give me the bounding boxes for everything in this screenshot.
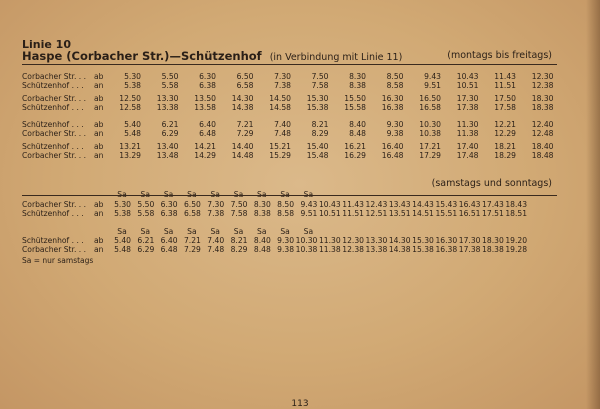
- departure-time: 6.21: [161, 120, 179, 129]
- departure-time: 18.30: [482, 236, 504, 245]
- departure-time: 6.40: [199, 120, 216, 129]
- departure-time: 7.38: [207, 209, 225, 218]
- departure-time: 7.21: [183, 236, 201, 245]
- departure-time: 10.51: [318, 209, 341, 218]
- timetable-row: [0, 81, 600, 91]
- station-name: Corbacher Str. . .: [22, 129, 87, 138]
- departure-time: 5.40: [114, 236, 131, 245]
- departure-time: 16.43: [458, 200, 481, 209]
- departure-time: 5.50: [137, 200, 155, 209]
- departure-time: 7.30: [207, 200, 225, 209]
- departure-time: 12.29: [494, 129, 516, 138]
- departure-time: 15.43: [435, 200, 458, 209]
- station-name: Schützenhof . . .: [22, 103, 84, 112]
- station-name: Corbacher Str. . .: [22, 72, 87, 81]
- departure-time: 15.30: [412, 236, 434, 245]
- direction-tag: ab: [94, 236, 104, 245]
- departure-time: 16.21: [344, 142, 366, 151]
- departure-time: 12.38: [342, 245, 364, 254]
- departure-time: 17.58: [494, 103, 516, 112]
- departure-time: 12.21: [494, 120, 516, 129]
- departure-time: 13.43: [388, 200, 411, 209]
- departure-time: 8.38: [349, 81, 366, 90]
- departure-time: 7.30: [274, 72, 291, 81]
- station-name: Schützenhof . . .: [22, 236, 84, 245]
- departure-time: 13.50: [194, 94, 216, 103]
- departure-time: 5.48: [124, 129, 141, 138]
- station-name: Corbacher Str. . .: [22, 200, 87, 209]
- departure-time: 6.38: [199, 81, 216, 90]
- departure-time: 18.40: [531, 142, 554, 151]
- departure-time: 8.48: [253, 245, 271, 254]
- departure-time: 16.38: [435, 245, 458, 254]
- departure-time: 15.38: [306, 103, 329, 112]
- departure-time: 17.51: [482, 209, 504, 218]
- departure-time: 5.38: [124, 81, 141, 90]
- departure-time: 5.58: [161, 81, 179, 90]
- direction-tag: ab: [94, 72, 104, 81]
- departure-time: 17.38: [456, 103, 479, 112]
- departure-time: 14.29: [194, 151, 216, 160]
- departure-time: 14.21: [194, 142, 216, 151]
- direction-tag: an: [94, 129, 104, 138]
- departure-time: 17.48: [456, 151, 479, 160]
- weekend-divider: [22, 195, 557, 196]
- departure-time: 8.50: [277, 200, 295, 209]
- departure-time: 12.38: [531, 81, 554, 90]
- departure-time: 7.40: [207, 236, 225, 245]
- departure-time: 16.40: [381, 142, 404, 151]
- departure-time: 7.58: [311, 81, 329, 90]
- departure-time: 6.48: [199, 129, 216, 138]
- departure-time: 11.43: [494, 72, 516, 81]
- departure-time: 11.30: [456, 120, 479, 129]
- direction-tag: ab: [94, 200, 104, 209]
- departure-time: 9.38: [277, 245, 295, 254]
- departure-time: 18.43: [505, 200, 528, 209]
- departure-time: 14.38: [388, 245, 411, 254]
- departure-time: 10.38: [295, 245, 318, 254]
- weekend-label: (samstags und sonntags): [431, 178, 552, 189]
- departure-time: 8.29: [230, 245, 248, 254]
- departure-time: 11.51: [342, 209, 364, 218]
- departure-time: 14.30: [388, 236, 411, 245]
- departure-time: 18.29: [494, 151, 516, 160]
- departure-time: 15.40: [306, 142, 329, 151]
- departure-time: 12.48: [531, 129, 554, 138]
- departure-time: 6.50: [236, 72, 254, 81]
- timetable-row: [0, 245, 600, 255]
- departure-time: 8.48: [349, 129, 366, 138]
- direction-tag: an: [94, 81, 104, 90]
- departure-time: 10.51: [456, 81, 479, 90]
- departure-time: 13.40: [156, 142, 179, 151]
- departure-time: 13.29: [119, 151, 141, 160]
- departure-time: 14.30: [231, 94, 254, 103]
- departure-time: 10.43: [456, 72, 479, 81]
- departure-time: 7.29: [183, 245, 201, 254]
- timetable-row: [0, 103, 600, 113]
- departure-time: 6.50: [183, 200, 201, 209]
- departure-time: 11.38: [456, 129, 479, 138]
- departure-time: 13.38: [156, 103, 179, 112]
- departure-time: 18.38: [531, 103, 554, 112]
- route-name: Haspe (Corbacher Str.)—Schützenhof: [22, 49, 262, 63]
- departure-time: 5.48: [114, 245, 131, 254]
- direction-tag: an: [94, 103, 104, 112]
- departure-time: 6.40: [160, 236, 178, 245]
- departure-time: 16.30: [435, 236, 458, 245]
- departure-time: 8.21: [311, 120, 329, 129]
- departure-time: 14.40: [231, 142, 254, 151]
- departure-time: 15.38: [412, 245, 434, 254]
- saturday-only-mark: Sa: [117, 227, 127, 236]
- departure-time: 8.58: [277, 209, 295, 218]
- departure-time: 12.58: [119, 103, 141, 112]
- line-title: Linie 10: [22, 38, 71, 51]
- station-name: Corbacher Str. . .: [22, 151, 87, 160]
- station-name: Corbacher Str. . .: [22, 94, 87, 103]
- weekday-label: (montags bis freitags): [447, 50, 552, 61]
- departure-time: 9.43: [424, 72, 441, 81]
- departure-time: 18.48: [531, 151, 554, 160]
- departure-time: 12.50: [119, 94, 141, 103]
- departure-time: 12.30: [531, 72, 554, 81]
- departure-time: 7.50: [311, 72, 329, 81]
- departure-time: 18.51: [505, 209, 528, 218]
- departure-time: 15.58: [344, 103, 366, 112]
- departure-time: 5.50: [161, 72, 179, 81]
- departure-time: 7.38: [274, 81, 291, 90]
- departure-time: 8.40: [349, 120, 366, 129]
- departure-time: 6.29: [161, 129, 179, 138]
- departure-time: 16.29: [344, 151, 366, 160]
- departure-time: 13.21: [119, 142, 141, 151]
- departure-time: 19.20: [505, 236, 528, 245]
- departure-time: 15.51: [435, 209, 458, 218]
- direction-tag: an: [94, 151, 104, 160]
- departure-time: 7.21: [236, 120, 254, 129]
- departure-time: 13.30: [156, 94, 179, 103]
- departure-time: 14.48: [231, 151, 254, 160]
- station-name: Schützenhof . . .: [22, 120, 84, 129]
- departure-time: 15.30: [306, 94, 329, 103]
- departure-time: 16.51: [458, 209, 481, 218]
- departure-time: 17.50: [494, 94, 516, 103]
- departure-time: 9.51: [424, 81, 441, 90]
- departure-time: 18.38: [482, 245, 504, 254]
- departure-time: 10.43: [318, 200, 341, 209]
- departure-time: 7.40: [274, 120, 291, 129]
- departure-time: 13.48: [156, 151, 179, 160]
- saturday-only-mark: Sa: [210, 227, 220, 236]
- saturday-only-mark: Sa: [280, 227, 290, 236]
- departure-time: 16.48: [381, 151, 404, 160]
- saturday-only-mark: Sa: [187, 227, 197, 236]
- departure-time: 16.30: [381, 94, 404, 103]
- departure-time: 6.48: [160, 245, 178, 254]
- saturday-only-mark: Sa: [163, 227, 174, 236]
- departure-time: 11.43: [342, 200, 364, 209]
- departure-time: 13.51: [388, 209, 411, 218]
- departure-time: 5.38: [114, 209, 131, 218]
- direction-tag: ab: [94, 142, 104, 151]
- departure-time: 11.38: [318, 245, 341, 254]
- departure-time: 10.30: [419, 120, 441, 129]
- direction-tag: ab: [94, 94, 104, 103]
- departure-time: 6.21: [137, 236, 155, 245]
- station-name: Schützenhof . . .: [22, 81, 84, 90]
- saturday-only-mark: Sa: [257, 227, 267, 236]
- departure-time: 17.21: [419, 142, 441, 151]
- departure-time: 17.29: [419, 151, 441, 160]
- page-number: 113: [291, 399, 309, 409]
- departure-time: 5.30: [114, 200, 131, 209]
- departure-time: 11.30: [318, 236, 341, 245]
- route-title: [22, 49, 402, 63]
- departure-time: 8.21: [230, 236, 248, 245]
- departure-time: 9.43: [300, 200, 318, 209]
- departure-time: 5.40: [124, 120, 141, 129]
- departure-time: 15.29: [269, 151, 291, 160]
- departure-time: 15.50: [344, 94, 366, 103]
- weekday-divider: [22, 64, 557, 65]
- saturday-only-mark: Sa: [303, 227, 314, 236]
- departure-time: 6.30: [160, 200, 178, 209]
- departure-time: 7.50: [230, 200, 248, 209]
- departure-time: 10.30: [295, 236, 318, 245]
- departure-time: 7.48: [274, 129, 291, 138]
- departure-time: 17.43: [482, 200, 504, 209]
- departure-time: 8.30: [349, 72, 366, 81]
- station-name: Corbacher Str. . .: [22, 245, 87, 254]
- departure-time: 17.30: [458, 236, 481, 245]
- departure-time: 8.38: [253, 209, 271, 218]
- departure-time: 8.30: [253, 200, 271, 209]
- departure-time: 9.51: [300, 209, 318, 218]
- departure-time: 6.29: [137, 245, 155, 254]
- departure-time: 6.58: [183, 209, 201, 218]
- timetable-row: [0, 151, 600, 161]
- departure-time: 17.38: [458, 245, 481, 254]
- departure-time: 13.30: [365, 236, 388, 245]
- departure-time: 8.40: [253, 236, 271, 245]
- departure-time: 14.38: [231, 103, 254, 112]
- departure-time: 13.38: [365, 245, 388, 254]
- saturday-only-mark: Sa: [233, 227, 244, 236]
- departure-time: 13.58: [194, 103, 216, 112]
- departure-time: 14.50: [269, 94, 291, 103]
- departure-time: 18.21: [494, 142, 516, 151]
- departure-time: 8.50: [386, 72, 404, 81]
- departure-time: 12.43: [365, 200, 388, 209]
- departure-time: 8.58: [386, 81, 404, 90]
- timetable-row: [0, 209, 600, 219]
- route-note: (in Verbindung mit Linie 11): [269, 52, 403, 63]
- departure-time: 19.28: [505, 245, 528, 254]
- departure-time: 9.38: [386, 129, 404, 138]
- departure-time: 14.43: [412, 200, 434, 209]
- departure-time: 16.50: [419, 94, 441, 103]
- departure-time: 15.21: [269, 142, 291, 151]
- departure-time: 6.58: [236, 81, 254, 90]
- departure-time: 14.58: [269, 103, 291, 112]
- direction-tag: ab: [94, 120, 104, 129]
- station-name: Schützenhof . . .: [22, 209, 84, 218]
- departure-time: 5.58: [137, 209, 155, 218]
- timetable-row: [0, 129, 600, 139]
- departure-time: 8.29: [311, 129, 329, 138]
- departure-time: 12.30: [342, 236, 364, 245]
- departure-time: 5.30: [124, 72, 141, 81]
- departure-time: 7.48: [207, 245, 225, 254]
- departure-time: 17.40: [456, 142, 479, 151]
- departure-time: 7.58: [230, 209, 248, 218]
- departure-time: 6.38: [160, 209, 178, 218]
- station-name: Schützenhof . . .: [22, 142, 84, 151]
- footnote: Sa = nur samstags: [22, 256, 94, 265]
- departure-time: 9.30: [277, 236, 295, 245]
- departure-time: 9.30: [386, 120, 404, 129]
- direction-tag: an: [94, 209, 104, 218]
- departure-time: 11.51: [494, 81, 516, 90]
- departure-time: 16.38: [381, 103, 404, 112]
- saturday-only-mark: Sa: [140, 227, 151, 236]
- direction-tag: an: [94, 245, 104, 254]
- departure-time: 14.51: [412, 209, 434, 218]
- departure-time: 18.30: [531, 94, 554, 103]
- departure-time: 15.48: [306, 151, 329, 160]
- departure-time: 17.30: [456, 94, 479, 103]
- departure-time: 16.58: [419, 103, 441, 112]
- departure-time: 7.29: [236, 129, 254, 138]
- departure-time: 12.40: [531, 120, 554, 129]
- departure-time: 6.30: [199, 72, 216, 81]
- departure-time: 12.51: [365, 209, 388, 218]
- departure-time: 10.38: [419, 129, 441, 138]
